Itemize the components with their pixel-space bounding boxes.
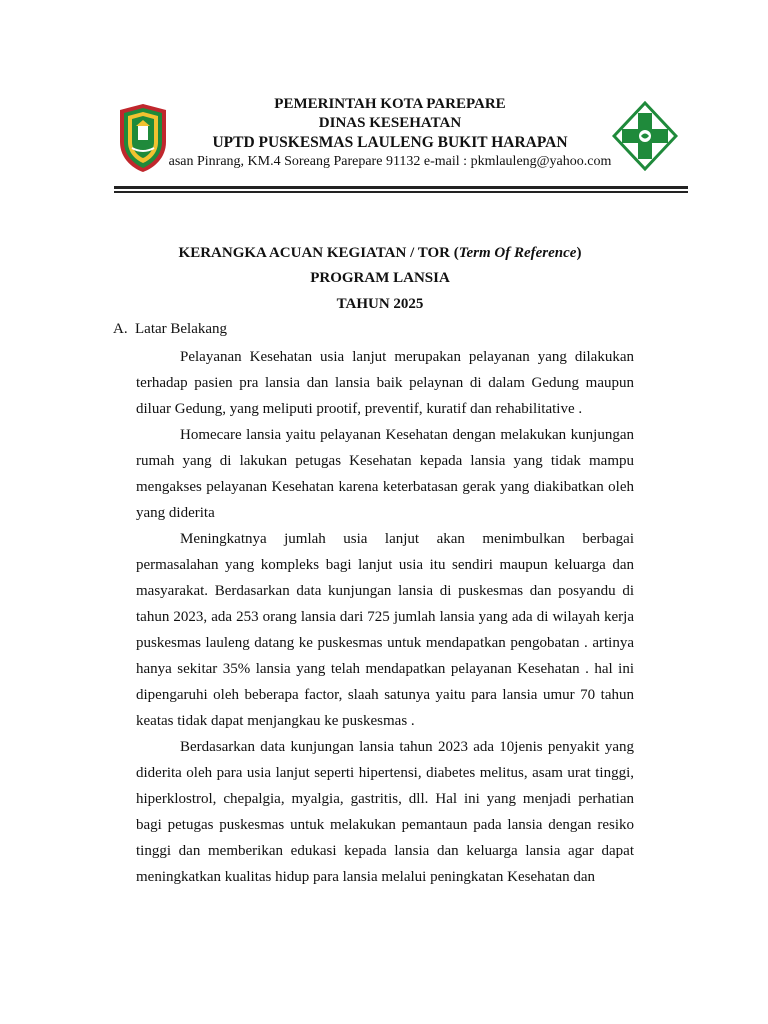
letterhead-divider-thick — [114, 186, 688, 189]
paragraph: Homecare lansia yaitu pelayanan Kesehatan dengan melakukan kunjungan rumah yang di lakukan petugas Kesehatan kepada lansia yang tidak mampu mengakses pelayanan Kesehatan karena keterbatasan gerak yang diakibatkan oleh yang diderita — [136, 427, 634, 521]
document-title — [100, 245, 660, 262]
paragraph: Pelayanan Kesehatan usia lanjut merupakan pelayanan yang dilakukan terhadap pasien pra lansia dan lansia baik pelaynan di dalam Gedung maupun diluar Gedung, yang meliputi prootif, preventif, kuratif dan rehabilitative . — [136, 349, 634, 417]
letterhead-address: asan Pinrang, KM.4 Soreang Parepare 91132 e-mail : pkmlauleng@yahoo.com — [168, 154, 612, 169]
year-title: TAHUN 2025 — [336, 296, 424, 312]
section-a-heading — [113, 321, 227, 338]
title-italic: Term Of Reference — [458, 245, 577, 261]
letterhead-divider-thin — [114, 191, 688, 193]
program-title: PROGRAM LANSIA — [310, 270, 450, 286]
paragraph: Meningkatnya jumlah usia lanjut akan menimbulkan berbagai permasalahan yang kompleks bagi lanjut usia itu sendiri maupun keluarga dan masyarakat. Berdasarkan data kunjungan lansia di puskesmas dan posyandu di tahun 2023, ada 253 orang lansia dari 725 jumlah lansia yang ada di wilayah kerja puskesmas lauleng datang ke puskesmas untuk mendapatkan pengobatan . artinya hanya sekitar 35% lansia yang telah mendapatkan pelayanan Kesehatan . hal ini dipengaruhi oleh beberapa factor, slaah satunya yaitu para lansia umur 70 tahun keatas tidak dapat menjangkau ke puskesmas . — [136, 531, 634, 729]
letterhead-department: DINAS KESEHATAN — [318, 115, 462, 131]
section-title: Latar Belakang — [135, 321, 228, 337]
letterhead-government: PEMERINTAH KOTA PAREPARE — [274, 96, 506, 112]
section-letter: A. — [113, 321, 128, 337]
title-prefix: KERANGKA ACUAN KEGIATAN / TOR ( — [178, 245, 459, 261]
section-a-body — [136, 344, 634, 890]
letterhead — [150, 95, 630, 170]
title-suffix: ) — [576, 245, 582, 261]
paragraph: Berdasarkan data kunjungan lansia tahun 2023 ada 10jenis penyakit yang diderita oleh para usia lanjut seperti hipertensi, diabetes melitus, asam urat tinggi, hiperklostrol, chepalgia, myalgia, gastritis, dll. Hal ini yang menjadi perhatian bagi petugas puskesmas untuk melakukan pemantaun pada lansia dengan resiko tinggi dan memberikan edukasi kepada lansia dan keluarga lansia agar dapat meningkatkan kualitas hidup para lansia melalui peningkatan Kesehatan dan — [136, 739, 634, 885]
letterhead-institution: UPTD PUSKESMAS LAULENG BUKIT HARAPAN — [212, 134, 568, 151]
